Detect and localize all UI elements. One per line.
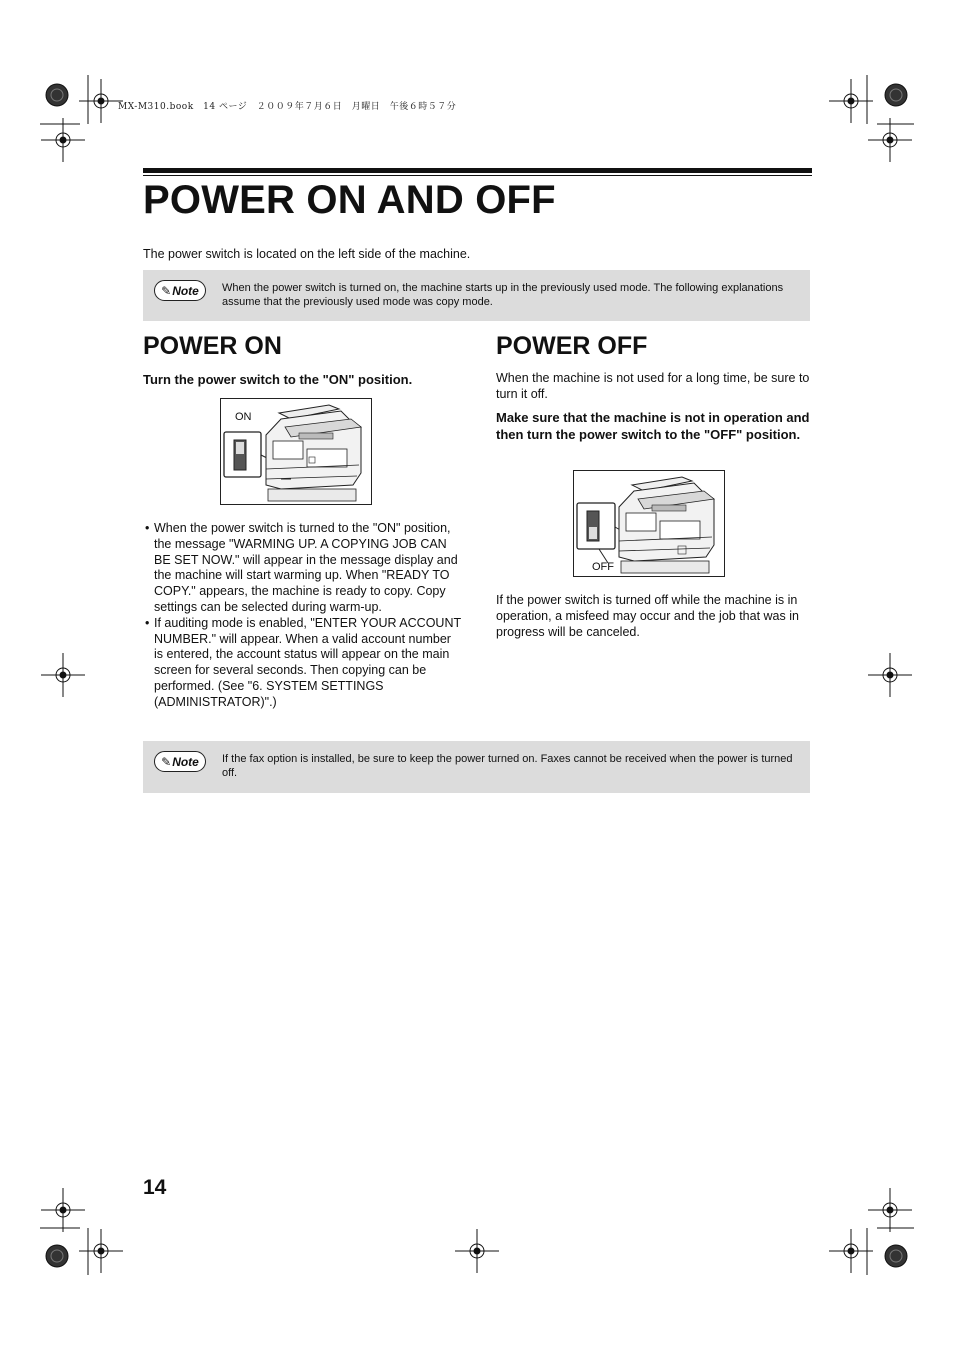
power-switch-icon bbox=[224, 432, 261, 477]
registration-mark-icon bbox=[41, 118, 85, 162]
power-on-instruction: Turn the power switch to the "ON" position. bbox=[143, 372, 413, 387]
registration-mark-icon bbox=[41, 1188, 85, 1232]
list-item: • If auditing mode is enabled, "ENTER YOUR ACCOUNT NUMBER." will appear. When a valid account number is entered, the account status will appear on the main screen for several seconds. Then copying can be performed. (See "6. SYSTEM SETTINGS (ADMINISTRATOR)".) bbox=[143, 616, 461, 711]
registration-mark-icon bbox=[885, 1245, 907, 1267]
registration-mark-icon bbox=[41, 653, 85, 697]
registration-mark-icon bbox=[79, 79, 123, 123]
note-text: If the fax option is installed, be sure to keep the power turned on. Faxes cannot be received when the power is turned off. bbox=[222, 753, 793, 779]
registration-mark-icon bbox=[455, 1229, 499, 1273]
note-box-bottom bbox=[143, 741, 810, 793]
power-off-figure bbox=[573, 470, 725, 577]
power-off-heading: POWER OFF bbox=[496, 332, 648, 360]
list-item: • When the power switch is turned to the "ON" position, the message "WARMING UP. A COPYING JOB CAN BE SET NOW." will appear in the message display and the machine will start warming up. When "READY TO COPY." appears, the machine is ready to copy. Copy settings can be selected during warm-up. bbox=[143, 521, 461, 616]
figure-label-off: OFF bbox=[592, 561, 614, 573]
note-box-top bbox=[143, 270, 810, 321]
power-off-instruction: Make sure that the machine is not in operation and then turn the power switch to the "OFF" position. bbox=[496, 410, 810, 442]
power-on-bullet-list bbox=[143, 521, 461, 711]
pencil-icon: ✎ bbox=[161, 283, 172, 298]
page-title: POWER ON AND OFF bbox=[143, 178, 556, 222]
registration-mark-icon bbox=[868, 118, 912, 162]
pencil-icon: ✎ bbox=[161, 754, 172, 769]
power-switch-icon bbox=[577, 503, 615, 549]
power-on-figure bbox=[220, 398, 372, 505]
title-rule-thin bbox=[143, 175, 812, 176]
registration-mark-icon bbox=[829, 1229, 873, 1273]
power-on-heading: POWER ON bbox=[143, 332, 282, 360]
power-off-intro: When the machine is not used for a long time, be sure to turn it off. bbox=[496, 371, 810, 401]
note-badge: ✎ Note bbox=[154, 751, 206, 772]
copier-machine-icon bbox=[574, 471, 724, 576]
note-badge: ✎ Note bbox=[154, 280, 206, 301]
note-text: When the power switch is turned on, the machine starts up in the previously used mode. The following explanations assume that the previously used mode was copy mode. bbox=[222, 282, 784, 308]
registration-mark-icon bbox=[868, 1188, 912, 1232]
copier-machine-icon bbox=[221, 399, 371, 504]
registration-mark-icon bbox=[829, 79, 873, 123]
registration-mark-icon bbox=[46, 84, 68, 106]
power-off-warning: If the power switch is turned off while the machine is in operation, a misfeed may occur and the job that was in progress will be canceled. bbox=[496, 593, 799, 639]
print-slug: MX-M310.book 14 ページ ２００９年７月６日 月曜日 午後６時５７分 bbox=[118, 102, 457, 112]
page-number: 14 bbox=[143, 1176, 167, 1199]
figure-label-on: ON bbox=[235, 411, 252, 423]
intro-text: The power switch is located on the left side of the machine. bbox=[143, 247, 471, 261]
registration-mark-icon bbox=[868, 653, 912, 697]
title-rule bbox=[143, 168, 812, 173]
registration-mark-icon bbox=[885, 84, 907, 106]
registration-mark-icon bbox=[79, 1229, 123, 1273]
registration-mark-icon bbox=[46, 1245, 68, 1267]
